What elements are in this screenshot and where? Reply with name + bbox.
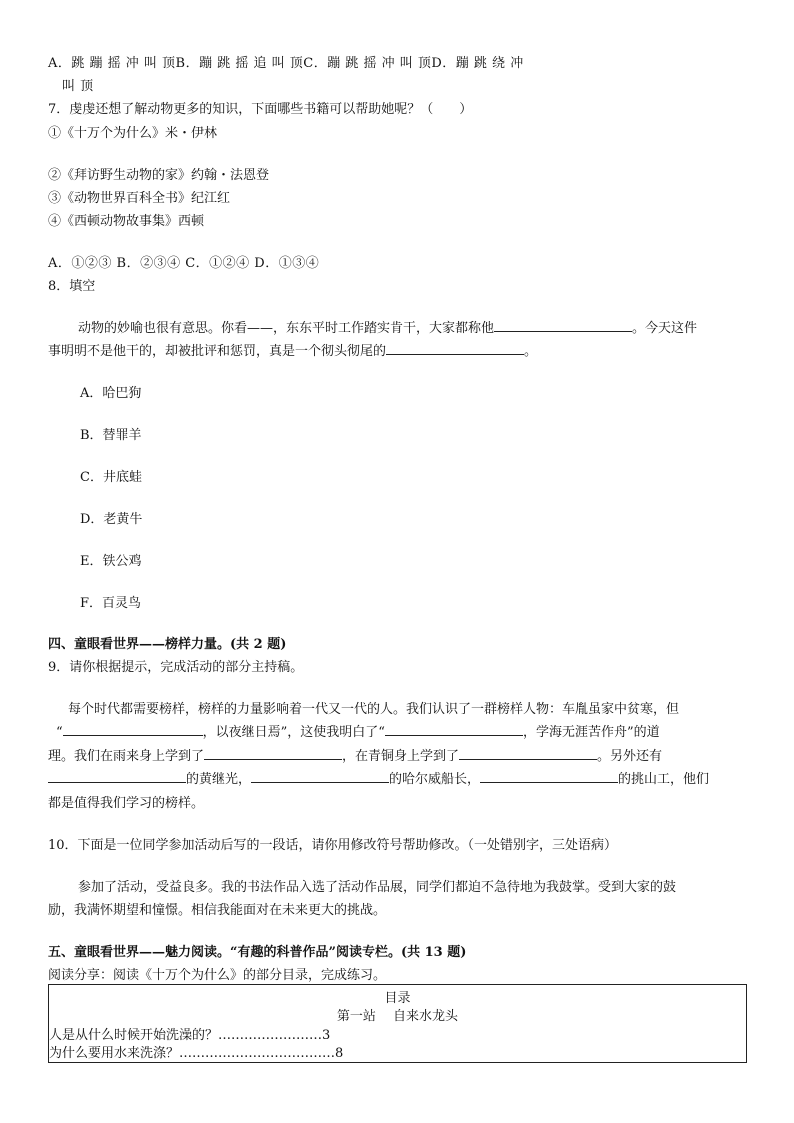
q9-line1: 每个时代都需要榜样，榜样的力量影响着一代又一代的人。我们认识了一群榜样人物：车胤虽家中贫寒，但 (68, 702, 680, 717)
q9-blank-6[interactable] (251, 768, 389, 783)
q9-text: 的哈尔威船长， (389, 772, 481, 787)
toc-station: 第一站 自来水龙头 (336, 1009, 459, 1024)
q7-stem: 7．虔虔还想了解动物更多的知识，下面哪些书籍可以帮助她呢？（ ） (48, 102, 473, 117)
q8-choice-e: E．铁公鸡 (80, 554, 142, 569)
q8-blank-2[interactable] (386, 340, 524, 355)
toc-title: 目录 (384, 991, 411, 1006)
q9-text: ，学海无涯苦作舟”的道 (522, 725, 660, 740)
q9-blank-7[interactable] (480, 768, 618, 783)
q9-stem: 9．请你根据提示，完成活动的部分主持稿。 (48, 660, 304, 675)
q9-blank-3[interactable] (204, 745, 342, 760)
table-of-contents-box (48, 984, 747, 1063)
q8-title: 8．填空 (48, 279, 96, 294)
q7-book-2: ②《拜访野生动物的家》约翰・法恩登 (48, 168, 270, 183)
q9-text: ，以夜继日焉”，这使我明白了“ (202, 725, 385, 740)
toc-row-2: 为什么要用水来洗涤？………………………………8 (49, 1046, 344, 1061)
q9-blank-2[interactable] (385, 721, 523, 736)
q9-text: ，在青铜身上学到了 (342, 749, 460, 764)
section4-heading: 四、童眼看世界——榜样力量。(共 2 题) (48, 637, 287, 652)
q9-text: 的挑山工，他们 (618, 772, 710, 787)
q9-line5: 都是值得我们学习的榜样。 (48, 796, 205, 811)
q9-text: “ (56, 725, 63, 740)
q7-options: A．①②③ B．②③④ C．①②④ D．①③④ (48, 256, 320, 271)
q8-blank-1[interactable] (494, 317, 632, 332)
q8-choice-c: C．井底蛙 (80, 470, 142, 485)
q8-choice-d: D．老黄牛 (80, 512, 143, 527)
q6-options-row2: 叫 顶 (62, 79, 94, 94)
q9-line3 (48, 745, 662, 764)
q10-line1: 参加了活动，受益良多。我的书法作品入选了活动作品展，同学们都迫不急待地为我鼓掌。受到大家的鼓 (78, 880, 677, 895)
toc-row-1: 人是从什么时候开始洗澡的？……………………3 (49, 1028, 331, 1043)
q9-text: 理。我们在雨来身上学到了 (48, 749, 205, 764)
q8-text: 。今天这件 (632, 321, 698, 336)
q9-blank-5[interactable] (48, 768, 186, 783)
q8-text: 动物的妙喻也很有意思。你看——，东东平时工作踏实肯干，大家都称他 (78, 321, 495, 336)
q9-line2 (56, 721, 660, 740)
q8-paragraph-line1 (78, 317, 697, 336)
q7-book-1: ①《十万个为什么》米・伊林 (48, 126, 218, 141)
q10-line2: 励，我满怀期望和憧憬。相信我能面对在未来更大的挑战。 (48, 903, 387, 918)
q8-choice-f: F．百灵鸟 (80, 596, 142, 611)
q9-line4 (48, 768, 709, 787)
q8-text: 事明明不是他干的，却被批评和惩罚，真是一个彻头彻尾的 (48, 344, 387, 359)
q10-stem: 10．下面是一位同学参加活动后写的一段话，请你用修改符号帮助修改。（一处错别字，三处语病） (48, 838, 618, 853)
q7-book-3: ③《动物世界百科全书》纪江红 (48, 191, 231, 206)
q9-blank-4[interactable] (459, 745, 597, 760)
q6-options-row1: A．跳 蹦 摇 冲 叫 顶B．蹦 跳 摇 追 叫 顶C．蹦 跳 摇 冲 叫 顶D．蹦 跳 绕 冲 (48, 56, 524, 71)
section5-heading: 五、童眼看世界——魅力阅读。“有趣的科普作品”阅读专栏。(共 13 题) (48, 945, 467, 960)
q8-paragraph-line2 (48, 340, 537, 359)
q9-text: 的黄继光， (186, 772, 252, 787)
q8-text: 。 (524, 344, 538, 359)
q8-choice-a: A．哈巴狗 (80, 386, 142, 401)
section5-intro: 阅读分享：阅读《十万个为什么》的部分目录，完成练习。 (48, 968, 387, 983)
q7-book-4: ④《西顿动物故事集》西顿 (48, 214, 205, 229)
q9-blank-1[interactable] (63, 721, 203, 736)
q8-choice-b: B．替罪羊 (80, 428, 142, 443)
q9-text: 。另外还有 (597, 749, 663, 764)
